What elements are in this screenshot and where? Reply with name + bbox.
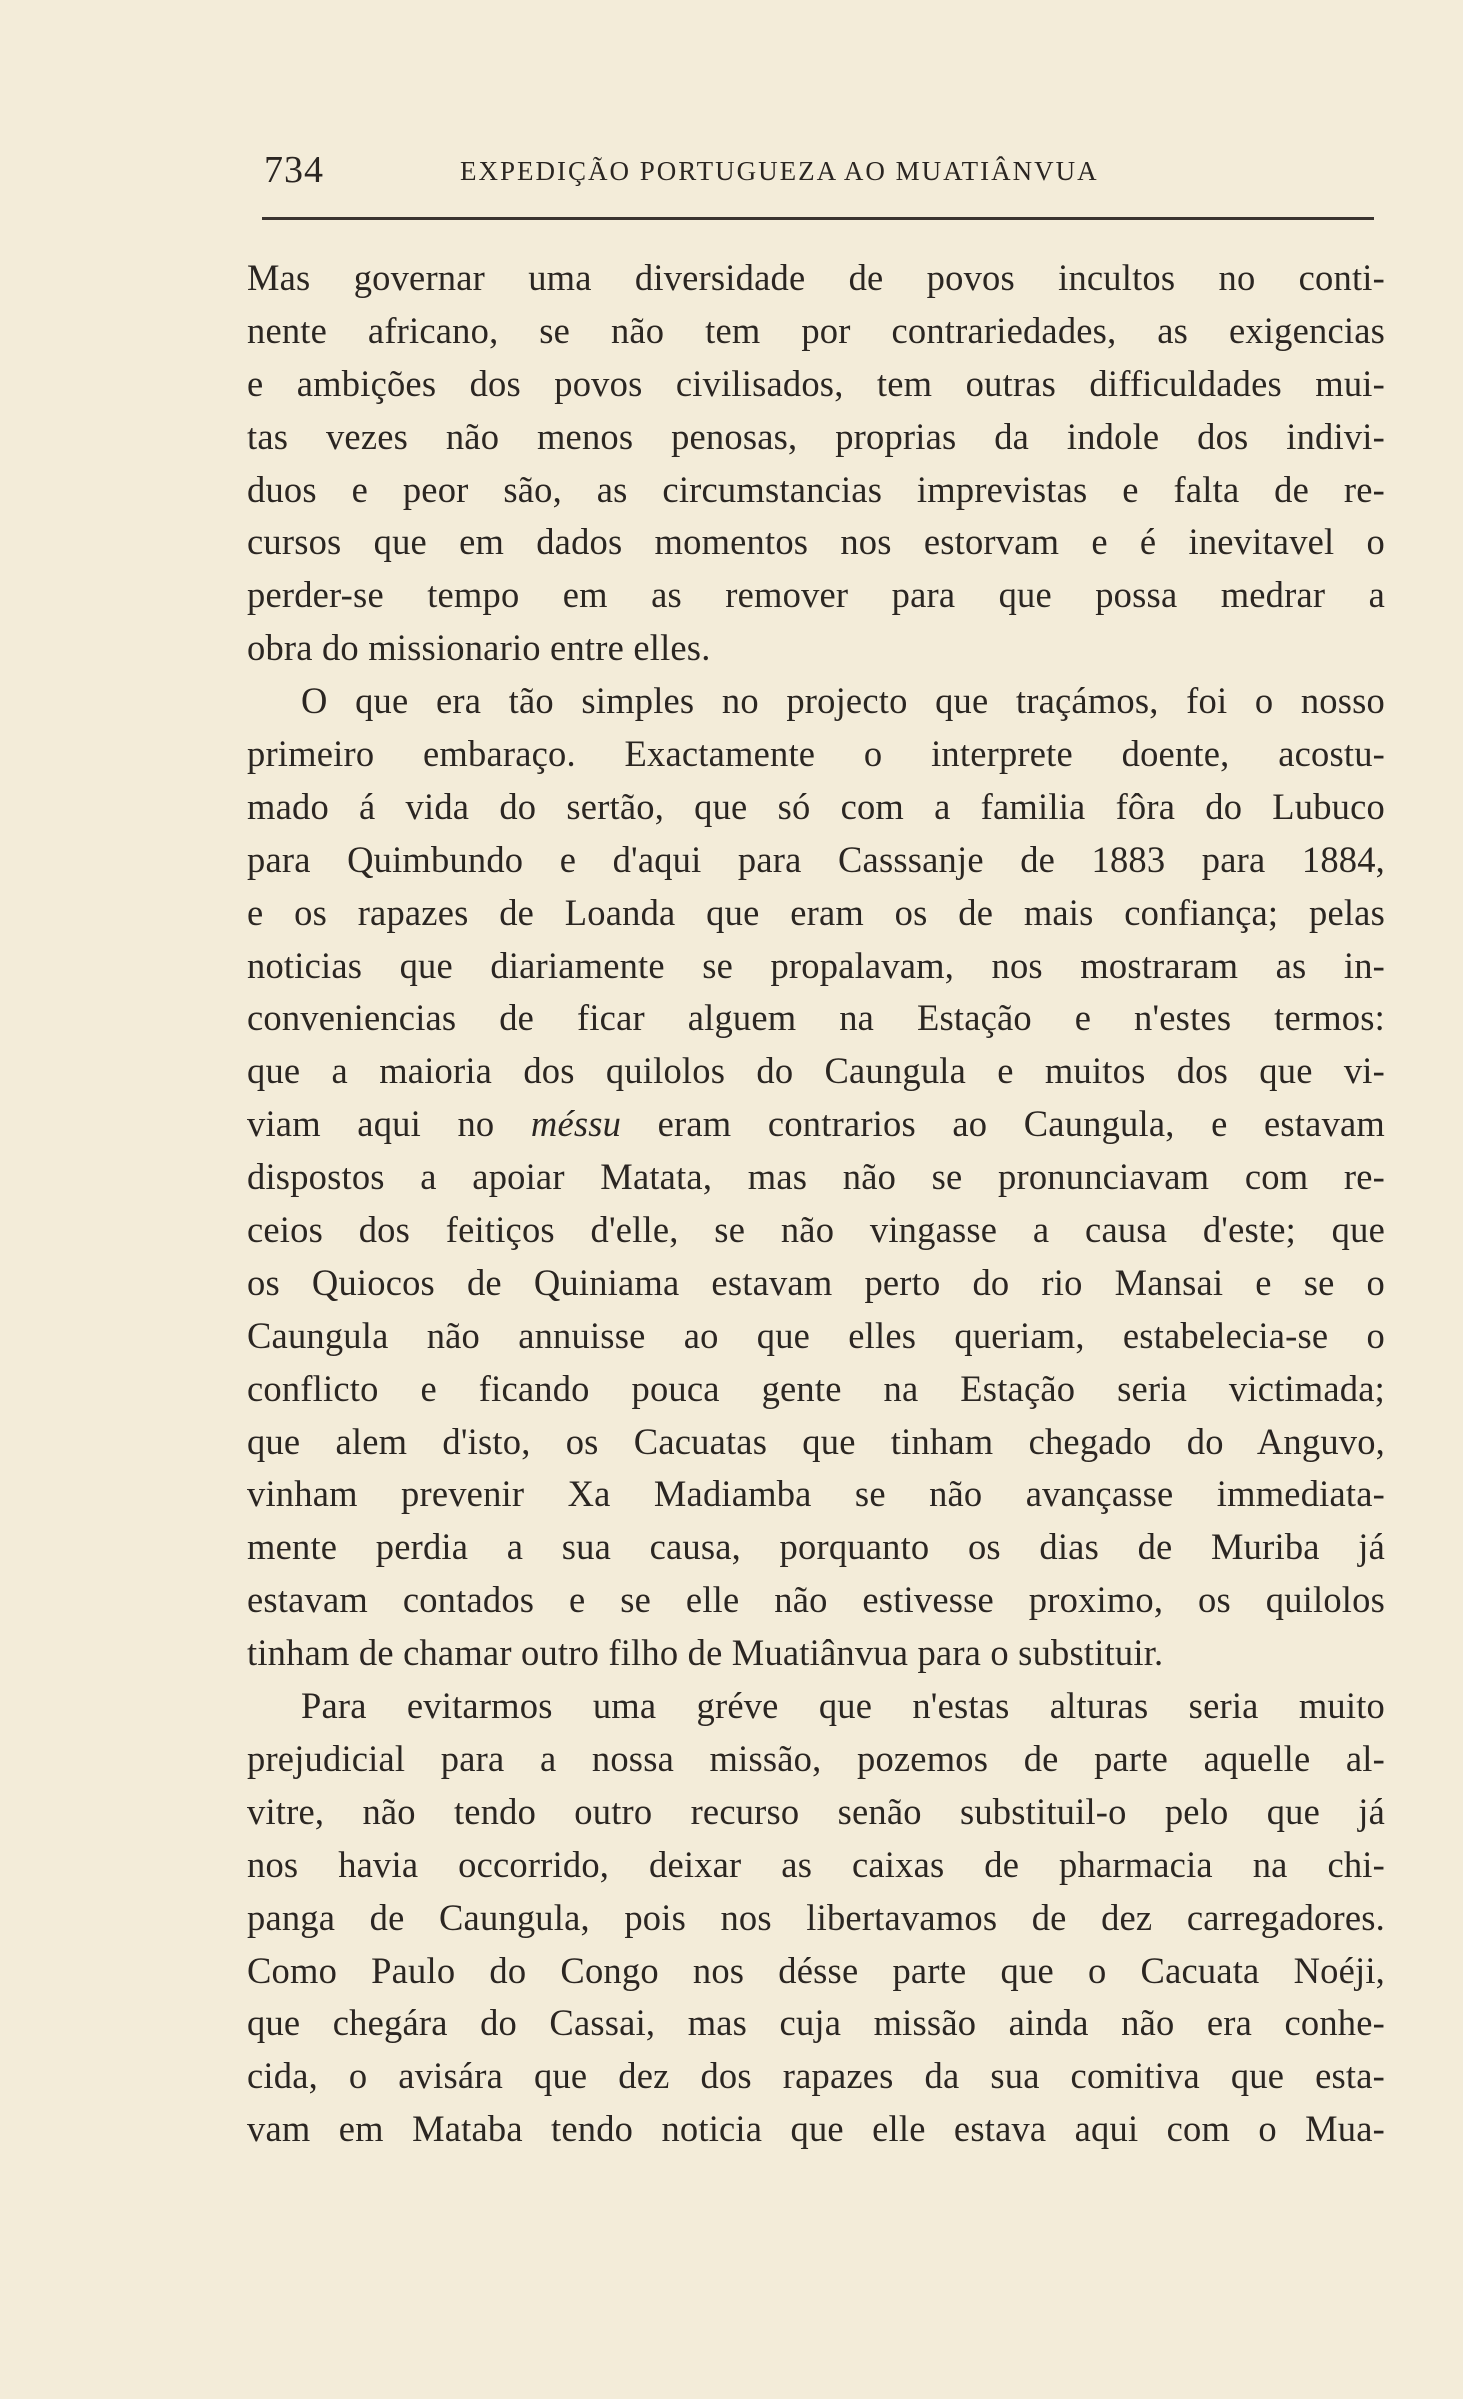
text-line: Caungula não annuisse ao que elles queriam, estabelecia-se o: [247, 1314, 1385, 1356]
text-line: duos e peor são, as circumstancias imprevistas e falta de re-: [247, 468, 1385, 510]
text-segment: eram contrarios ao Caungula, e estavam: [657, 1103, 1386, 1145]
text-line: dispostos a apoiar Matata, mas não se pronunciavam com re-: [247, 1156, 1385, 1198]
text-line: que chegára do Cassai, mas cuja missão ainda não era conhe-: [247, 2002, 1385, 2044]
text-line: vinham prevenir Xa Madiamba se não avançasse immediata-: [247, 1473, 1385, 1515]
text-line: vam em Mataba tendo noticia que elle estava aqui com o Mua-: [247, 2108, 1385, 2150]
page-number: 734: [264, 149, 324, 191]
text-line: ceios dos feitiços d'elle, se não vingasse a causa d'este; que: [247, 1209, 1385, 1251]
text-line: primeiro embaraço. Exactamente o interprete doente, acostu-: [247, 733, 1385, 775]
paragraph-start-line: O que era tão simples no projecto que traçámos, foi o nosso: [301, 680, 1385, 722]
page-header: [248, 148, 1373, 198]
text-line: panga de Caungula, pois nos libertavamos de dez carregadores.: [247, 1896, 1385, 1938]
text-line: cursos que em dados momentos nos estorvam e é inevitavel o: [247, 521, 1385, 563]
paragraph-end-line: tinham de chamar outro filho de Muatiânvua para o substituir.: [247, 1632, 1164, 1674]
text-line: que alem d'isto, os Cacuatas que tinham chegado do Anguvo,: [247, 1420, 1385, 1462]
text-line: Mas governar uma diversidade de povos incultos no conti-: [247, 257, 1385, 298]
running-head: EXPEDIÇÃO PORTUGUEZA AO MUATIÂNVUA: [460, 156, 1099, 186]
text-line: nos havia occorrido, deixar as caixas de pharmacia na chi-: [247, 1843, 1385, 1885]
text-line: para Quimbundo e d'aqui para Casssanje de 1883 para 1884,: [247, 838, 1385, 880]
text-line: noticias que diariamente se propalavam, nos mostraram as in-: [247, 944, 1385, 986]
text-segment: viam aqui no: [247, 1103, 495, 1145]
header-rule: [262, 217, 1374, 220]
text-line: nente africano, se não tem por contrariedades, as exigencias: [247, 309, 1385, 351]
text-line: conflicto e ficando pouca gente na Estação seria victimada;: [247, 1367, 1385, 1409]
text-line: conveniencias de ficar alguem na Estação e n'estes termos:: [247, 997, 1385, 1039]
italic-term-messu: méssu: [530, 1103, 622, 1145]
text-line: perder-se tempo em as remover para que possa medrar a: [247, 574, 1385, 616]
text-line-with-italic: [247, 1098, 1385, 1151]
paragraph-start-line: Para evitarmos uma gréve que n'estas alturas seria muito: [301, 1685, 1385, 1727]
body-text: [247, 252, 1385, 2156]
text-line: que a maioria dos quilolos do Caungula e muitos dos que vi-: [247, 1050, 1385, 1092]
text-line: mado á vida do sertão, que só com a familia fôra do Lubuco: [247, 785, 1385, 827]
paragraph-end-line: obra do missionario entre elles.: [247, 627, 711, 669]
text-line: e ambições dos povos civilisados, tem outras difficuldades mui-: [247, 362, 1385, 404]
text-line: cida, o avisára que dez dos rapazes da sua comitiva que esta-: [247, 2055, 1385, 2097]
text-line: e os rapazes de Loanda que eram os de mais confiança; pelas: [247, 891, 1385, 933]
text-line: mente perdia a sua causa, porquanto os dias de Muriba já: [247, 1526, 1385, 1568]
text-line: prejudicial para a nossa missão, pozemos de parte aquelle al-: [247, 1737, 1385, 1779]
text-line: tas vezes não menos penosas, proprias da indole dos indivi-: [247, 415, 1385, 457]
text-line: Como Paulo do Congo nos désse parte que o Cacuata Noéji,: [247, 1949, 1385, 1991]
text-line: vitre, não tendo outro recurso senão substituil-o pelo que já: [247, 1790, 1385, 1832]
text-line: estavam contados e se elle não estivesse proximo, os quilolos: [247, 1579, 1385, 1621]
text-line: os Quiocos de Quiniama estavam perto do rio Mansai e se o: [247, 1261, 1385, 1303]
